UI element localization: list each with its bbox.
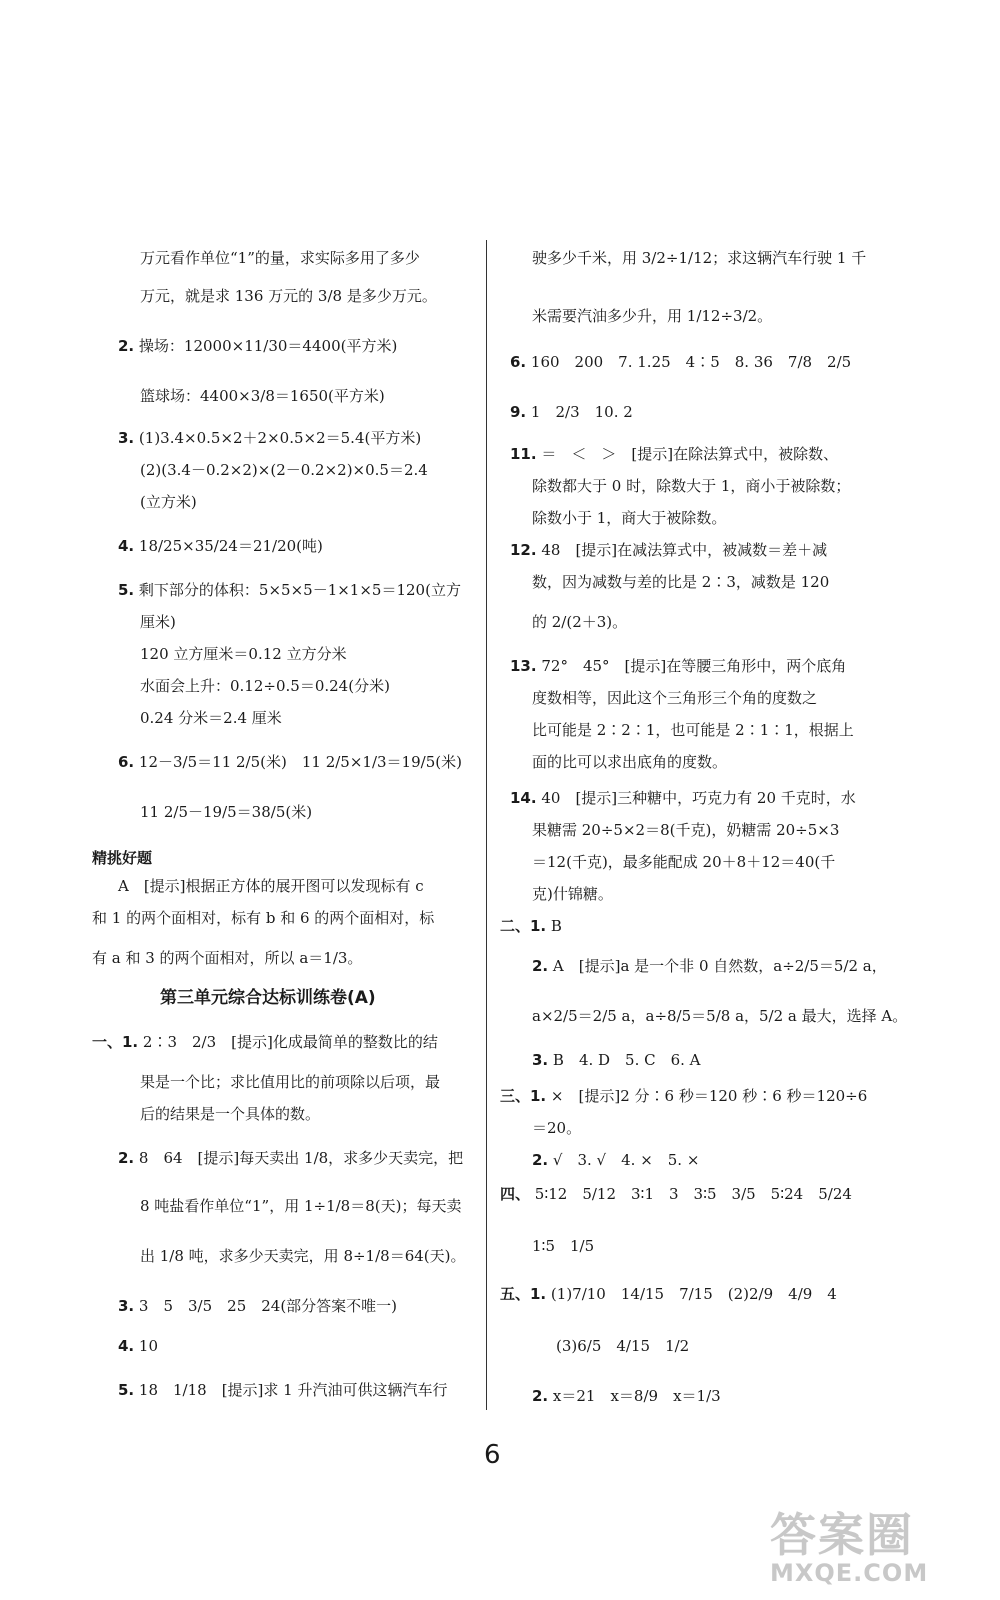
answer-text: 0.24 分米＝2.4 厘米 <box>140 709 282 727</box>
answer-text: 8 吨盐看作单位“1”，用 1÷1/8＝8(天)；每天卖 <box>140 1197 462 1215</box>
answer-line <box>510 402 633 422</box>
answer-line <box>532 1006 907 1026</box>
answer-line <box>140 708 282 728</box>
answer-text: 克)什锦糖。 <box>532 885 613 903</box>
item-number: 6. <box>510 353 527 371</box>
answer-line <box>532 688 817 708</box>
answer-text: 果糖需 20÷5×2＝8(千克)，奶糖需 20÷5×3 <box>532 821 840 839</box>
answer-text: A [提示]根据正方体的展开图可以发现标有 c <box>118 877 424 895</box>
answer-text: 度数相等，因此这个三角形三个角的度数之 <box>532 689 818 707</box>
answer-line <box>92 908 434 928</box>
answer-line <box>510 656 846 676</box>
item-number: 3. <box>118 429 135 447</box>
answer-text: 水面会上升：0.12÷0.5＝0.24(分米) <box>140 677 390 695</box>
answer-text: (立方米) <box>140 493 197 511</box>
answer-line <box>532 1050 701 1070</box>
answer-line <box>532 248 866 268</box>
item-number: 3. <box>532 1051 549 1069</box>
answer-text: 72° 45° [提示]在等腰三角形中，两个底角 <box>541 657 847 675</box>
answer-line <box>500 916 562 936</box>
answer-text: 2∶3 2/3 [提示]化成最简单的整数比的结 <box>142 1033 438 1051</box>
answer-line <box>118 752 462 772</box>
answer-text: 驶多少千米，用 3/2÷1/12；求这辆汽车行驶 1 千 <box>532 249 867 267</box>
answer-text: B 4. D 5. C 6. A <box>552 1051 701 1069</box>
watermark-logo <box>770 1510 928 1586</box>
answer-text: (3)6/5 4/15 1/2 <box>556 1337 690 1355</box>
answer-line <box>92 948 362 968</box>
answer-line <box>140 492 197 512</box>
item-number: 13. <box>510 657 537 675</box>
page-number: 6 <box>484 1440 501 1470</box>
answer-line <box>532 884 613 904</box>
item-number: 3. <box>118 1297 135 1315</box>
answer-text: ＝20。 <box>532 1119 582 1137</box>
item-number: 14. <box>510 789 537 807</box>
answer-line <box>532 1118 581 1138</box>
answer-text: x＝21 x＝8/9 x＝1/3 <box>552 1387 721 1405</box>
answer-line <box>118 1148 463 1168</box>
answer-text: a×2/5＝2/5 a，a÷8/5＝5/8 a，5/2 a 最大，选择 A。 <box>532 1007 908 1025</box>
answer-line <box>118 536 323 556</box>
item-number: 9. <box>510 403 527 421</box>
item-number: 11. <box>510 445 537 463</box>
answer-line <box>118 580 461 600</box>
answer-text: 8 64 [提示]每天卖出 1/8，求多少天卖完，把 <box>138 1149 464 1167</box>
answer-line <box>532 820 839 840</box>
answer-line <box>118 1296 397 1316</box>
answer-line <box>532 752 727 772</box>
answer-line <box>532 1150 699 1170</box>
answer-text: 12－3/5＝11 2/5(米) 11 2/5×1/3＝19/5(米) <box>138 753 462 771</box>
answer-line <box>118 876 424 896</box>
answer-line <box>500 1086 867 1106</box>
item-number: 2. <box>118 337 135 355</box>
answer-line <box>140 1196 461 1216</box>
answer-line <box>118 1336 158 1356</box>
answer-text: √ 3. √ 4. × 5. × <box>552 1151 700 1169</box>
answer-line <box>510 444 838 464</box>
answer-text: 18/25×35/24＝21/20(吨) <box>138 537 323 555</box>
answer-text: 比可能是 2∶2∶1，也可能是 2∶1∶1，根据上 <box>532 721 854 739</box>
answer-text: 厘米) <box>140 613 176 631</box>
answer-text: 篮球场：4400×3/8＝1650(平方米) <box>140 387 385 405</box>
answer-text: 40 [提示]三种糖中，巧克力有 20 千克时，水 <box>541 789 856 807</box>
answer-text: 除数小于 1，商大于被除数。 <box>532 509 727 527</box>
answer-text: 11 2/5－19/5＝38/5(米) <box>140 803 313 821</box>
answer-line <box>140 248 420 268</box>
answer-text: ＝12(千克)，最多能配成 20＋8＋12＝40(千 <box>532 853 836 871</box>
answer-line <box>556 1336 689 1356</box>
answer-line <box>140 286 437 306</box>
item-number: 4. <box>118 1337 135 1355</box>
answer-line <box>532 852 835 872</box>
answer-line <box>92 1032 438 1052</box>
answer-line <box>532 1386 721 1406</box>
watermark-text: 答案圈 <box>770 1508 914 1562</box>
answer-text: 160 200 7. 1.25 4∶5 8. 36 7/8 2/5 <box>530 353 852 371</box>
answer-text: 出 1/8 吨，求多少天卖完，用 8÷1/8＝64(天)。 <box>140 1247 466 1265</box>
answer-line <box>140 386 385 406</box>
answer-line <box>140 1072 440 1092</box>
answer-line <box>532 306 772 326</box>
answer-text: (2)(3.4－0.2×2)×(2－0.2×2)×0.5＝2.4 <box>140 461 428 479</box>
answer-text: 和 1 的两个面相对，标有 b 和 6 的两个面相对，标 <box>92 909 435 927</box>
answer-line <box>532 956 887 976</box>
answer-line <box>510 352 851 372</box>
answer-line <box>140 460 428 480</box>
item-number: 2. <box>532 1151 549 1169</box>
answer-line <box>532 720 854 740</box>
answer-line <box>500 1184 852 1204</box>
answer-line <box>140 802 312 822</box>
answer-text: 3 5 3/5 25 24(部分答案不唯一) <box>138 1297 398 1315</box>
answer-line <box>510 788 856 808</box>
answer-text: 18 1/18 [提示]求 1 升汽油可供这辆汽车行 <box>138 1381 448 1399</box>
answer-line <box>118 336 397 356</box>
answer-text: 120 立方厘米＝0.12 立方分米 <box>140 645 347 663</box>
answer-text: 果是一个比；求比值用比的前项除以后项，最 <box>140 1073 441 1091</box>
answer-line <box>532 1236 594 1256</box>
answer-text: 米需要汽油多少升，用 1/12÷3/2。 <box>532 307 773 325</box>
answer-text: 操场：12000×11/30＝4400(平方米) <box>138 337 398 355</box>
watermark-url: MXQE.COM <box>770 1559 929 1587</box>
answer-text: 万元看作单位“1”的量，求实际多用了多少 <box>140 249 420 267</box>
answer-line <box>140 612 176 632</box>
item-number: 五、1. <box>500 1285 547 1303</box>
item-number: 四、 <box>500 1185 531 1203</box>
item-number: 12. <box>510 541 537 559</box>
answer-text: 剩下部分的体积：5×5×5－1×1×5＝120(立方 <box>138 581 461 599</box>
answer-text: 数，因为减数与差的比是 2∶3，减数是 120 <box>532 573 830 591</box>
answer-line <box>532 476 850 496</box>
item-number: 5. <box>118 581 135 599</box>
answer-text: 万元，就是求 136 万元的 3/8 是多少万元。 <box>140 287 437 305</box>
answer-text: (1)3.4×0.5×2＋2×0.5×2＝5.4(平方米) <box>138 429 422 447</box>
answer-text: 后的结果是一个具体的数。 <box>140 1105 321 1123</box>
item-number: 三、1. <box>500 1087 547 1105</box>
answer-text: 1 2/3 10. 2 <box>530 403 633 421</box>
answer-line <box>532 612 627 632</box>
answer-line <box>118 1380 447 1400</box>
item-number: 2. <box>532 1387 549 1405</box>
answer-text: 1∶5 1/5 <box>532 1237 595 1255</box>
item-number: 5. <box>118 1381 135 1399</box>
answer-text: ＝ ＜ ＞ [提示]在除法算式中，被除数、 <box>541 445 839 463</box>
section-heading: 第三单元综合达标训练卷(A) <box>160 988 376 1008</box>
answer-text: 48 [提示]在减法算式中，被减数＝差＋减 <box>541 541 828 559</box>
answer-text: 有 a 和 3 的两个面相对，所以 a＝1/3。 <box>92 949 363 967</box>
answer-text: 除数都大于 0 时，除数大于 1，商小于被除数； <box>532 477 851 495</box>
item-number: 二、1. <box>500 917 547 935</box>
answer-line <box>532 508 726 528</box>
item-number: 2. <box>118 1149 135 1167</box>
answer-text: × [提示]2 分∶6 秒＝120 秒∶6 秒＝120÷6 <box>550 1087 868 1105</box>
answer-text: (1)7/10 14/15 7/15 (2)2/9 4/9 4 <box>550 1285 837 1303</box>
answer-line <box>118 428 421 448</box>
column-divider <box>486 240 487 1410</box>
answer-line <box>140 644 347 664</box>
answer-line <box>140 676 390 696</box>
item-number: 6. <box>118 753 135 771</box>
answer-line <box>140 1104 320 1124</box>
section-heading: 精挑好题 <box>92 849 153 867</box>
item-number: 2. <box>532 957 549 975</box>
answer-text: 10 <box>138 1337 159 1355</box>
answer-line <box>500 1284 837 1304</box>
answer-line <box>140 1246 466 1266</box>
answer-text: 的 2/(2＋3)。 <box>532 613 628 631</box>
answer-text: B <box>550 917 562 935</box>
answer-text: 5∶12 5/12 3∶1 3 3∶5 3/5 5∶24 5/24 <box>534 1185 852 1203</box>
item-number: 一、1. <box>92 1033 139 1051</box>
answer-text: 面的比可以求出底角的度数。 <box>532 753 728 771</box>
answer-line <box>510 540 827 560</box>
item-number: 4. <box>118 537 135 555</box>
answer-text: A [提示]a 是一个非 0 自然数，a÷2/5＝5/2 a， <box>552 957 887 975</box>
answer-line <box>532 572 829 592</box>
